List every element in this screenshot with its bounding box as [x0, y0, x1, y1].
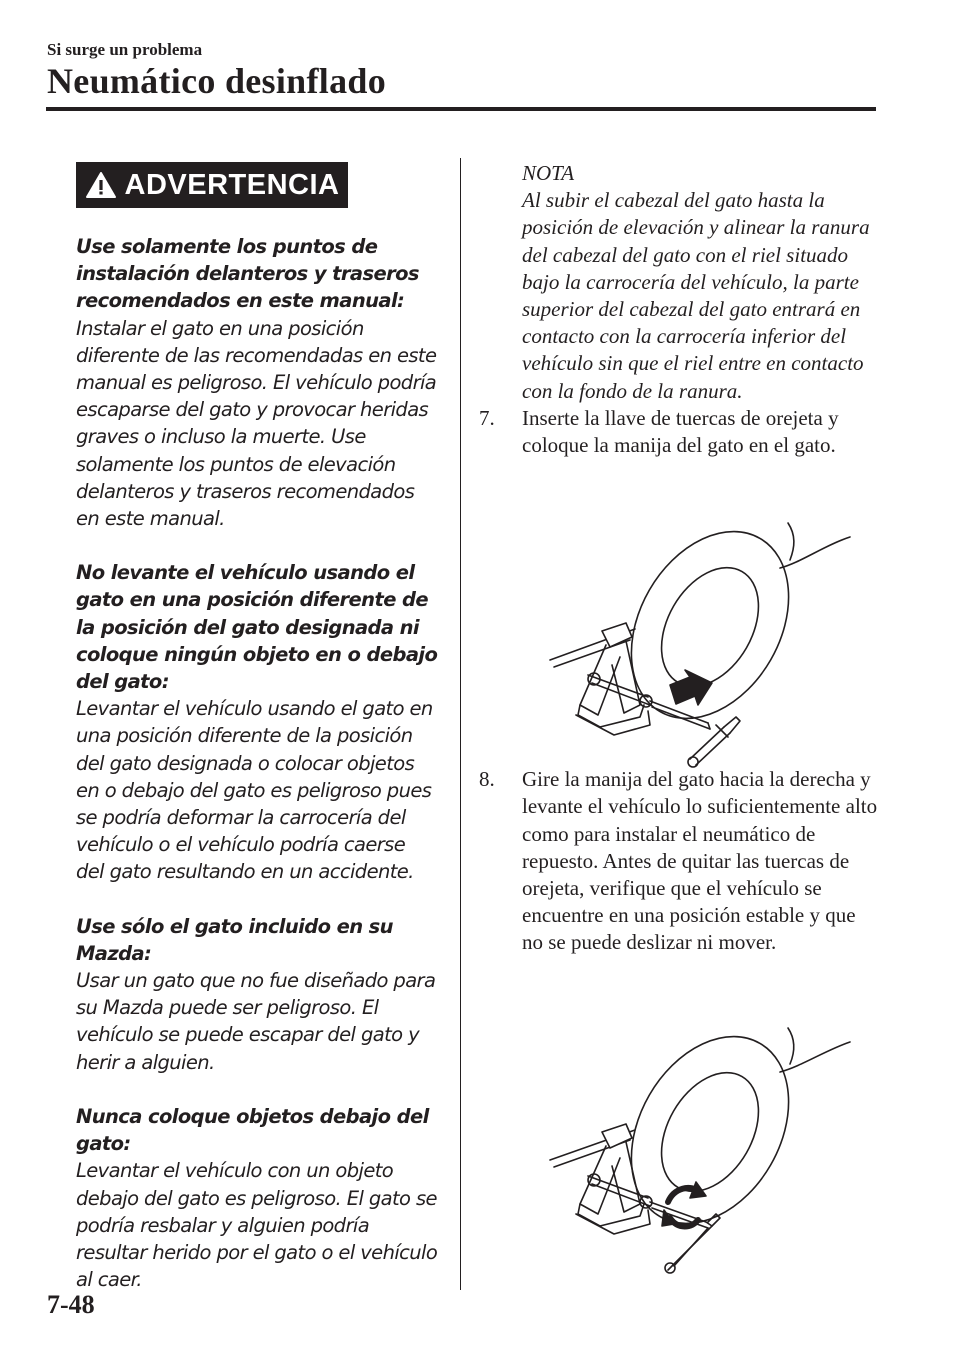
step-7: [479, 405, 879, 459]
step-text: Gire la manija del gato hacia la derecha y levante el vehículo lo suficientemente alto como para instalar el neumático de repuesto. Antes de quitar las tuercas de orejeta, verifique que el vehículo se encuentre en una posición estable y que no se puede deslizar ni mover.: [522, 767, 878, 955]
note-text: Al subir el cabezal del gato hasta la posición de elevación y alinear la ranura del cabezal del gato con el riel situado bajo la carrocería del vehículo, la parte superior del cabezal del gato entrará en contacto con la carrocería inferior del vehículo sin que el riel entre en contacto con la fondo de la ranura.: [522, 188, 870, 403]
warning-text: Levantar el vehículo usando el gato en una posición diferente de la posición del gato designada o colocar objetos en o debajo del gato es peligroso pues se podría deformar la carrocería del vehículo o el vehículo podría caerse del gato resultando en un accidente.: [76, 697, 433, 884]
warning-heading: Nunca coloque objetos debajo del gato:: [76, 1104, 429, 1156]
jack-handle-insert-illustration: [540, 515, 860, 785]
warning-heading: Use sólo el gato incluido en su Mazda:: [76, 914, 393, 965]
note: [479, 160, 879, 405]
warning-text: Usar un gato que no fue diseñado para su Mazda puede ser peligroso. El vehículo se puede escapar del gato y herir a alguien.: [76, 969, 436, 1074]
jack-handle-turn-illustration: [540, 1022, 860, 1277]
warning-title: ADVERTENCIA: [124, 168, 340, 201]
step-text: Inserte la llave de tuercas de orejeta y coloque la manija del gato en el gato.: [522, 405, 839, 458]
warning-triangle-icon: [85, 171, 117, 199]
step-8: [479, 766, 879, 956]
warning-block: [76, 233, 438, 532]
page-number: 7-48: [47, 1290, 95, 1319]
warning-banner: [76, 162, 348, 208]
warning-heading: No levante el vehículo usando el gato en una posición diferente de la posición del gato designada ni coloque ningún objeto en o debajo del gato:: [76, 561, 438, 694]
warning-block: [76, 559, 438, 885]
note-label: NOTA: [522, 161, 575, 185]
page-title: Neumático desinflado: [47, 61, 386, 101]
warning-text: Levantar el vehículo con un objeto debajo del gato es peligroso. El gato se podría resbalar y alguien podría resultar herido por el gato o el vehículo al caer.: [76, 1159, 438, 1292]
warning-text: Instalar el gato en una posición diferente de las recomendadas en este manual es peligroso. El vehículo podría escaparse del gato y provocar heridas graves o incluso la muerte. Use solamente los puntos de elevación delanteros y traseros recomendados en este manual.: [76, 316, 437, 531]
column-divider: [460, 158, 461, 1290]
section-label: Si surge un problema: [47, 40, 203, 59]
step-number: 7.: [479, 405, 495, 430]
warning-block: [76, 913, 438, 1076]
warning-heading: Use solamente los puntos de instalación delanteros y traseros recomendados en este manual:: [76, 235, 419, 313]
header-rule: [46, 107, 876, 111]
warning-body: [76, 233, 438, 1320]
warning-block: [76, 1103, 438, 1293]
step-number: 8.: [479, 767, 495, 792]
